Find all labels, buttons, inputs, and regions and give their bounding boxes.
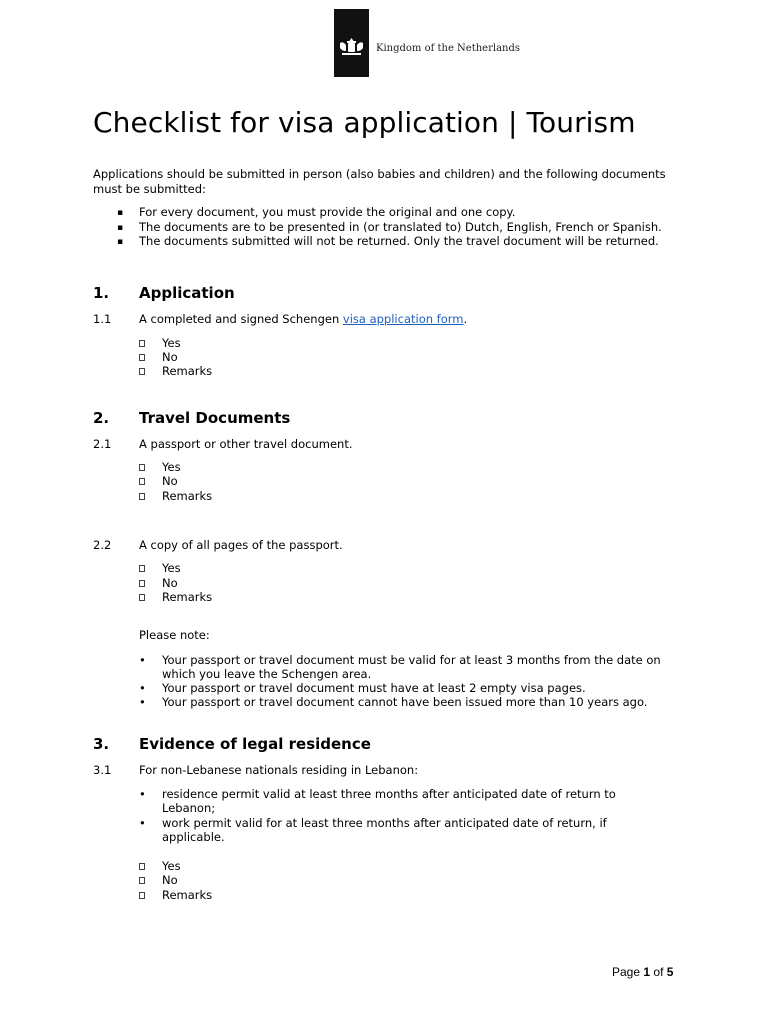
item-number: 2.2 — [93, 538, 112, 552]
section-title-application: Application — [139, 284, 235, 302]
item-text-start: A completed and signed Schengen — [139, 312, 343, 326]
item-text-end: . — [463, 312, 468, 326]
bullet-icon: • — [139, 787, 146, 801]
checkbox-no[interactable] — [139, 478, 145, 485]
checkbox-remarks[interactable] — [139, 892, 145, 899]
logo-text: Kingdom of the Netherlands — [376, 43, 521, 54]
option-yes: Yes — [162, 460, 181, 474]
checkbox-yes[interactable] — [139, 340, 145, 347]
section-number: 2. — [93, 409, 110, 427]
page-label: Page — [612, 965, 641, 979]
item-number: 3.1 — [93, 763, 112, 777]
section-title-legal-residence: Evidence of legal residence — [139, 735, 371, 753]
checkbox-no[interactable] — [139, 580, 145, 587]
residence-bullet-continued: Lebanon; — [162, 801, 216, 815]
section-number: 3. — [93, 735, 110, 753]
option-yes: Yes — [162, 561, 181, 575]
option-yes: Yes — [162, 336, 181, 350]
item-text — [139, 312, 467, 327]
section-title-travel-documents: Travel Documents — [139, 409, 291, 427]
item-text: A passport or other travel document. — [139, 437, 353, 451]
note-item: Your passport or travel document must be valid for at least 3 months from the date on — [162, 653, 661, 667]
option-no: No — [162, 576, 178, 590]
checkbox-yes[interactable] — [139, 863, 145, 870]
option-remarks: Remarks — [162, 888, 213, 902]
note-item-continued: which you leave the Schengen area. — [162, 667, 372, 681]
option-yes: Yes — [162, 859, 181, 873]
coat-of-arms-icon — [338, 37, 365, 57]
option-no: No — [162, 474, 178, 488]
section-number: 1. — [93, 284, 110, 302]
note-item: Your passport or travel document must have at least 2 empty visa pages. — [162, 681, 586, 695]
page-title: Checklist for visa application | Tourism — [93, 106, 636, 139]
bullet-icon: • — [139, 816, 146, 830]
page-total: 5 — [666, 965, 674, 979]
intro-bullet: The documents are to be presented in (or translated to) Dutch, English, French or Spanish. — [139, 220, 662, 234]
option-remarks: Remarks — [162, 590, 213, 604]
bullet-icon: • — [139, 695, 146, 709]
logo-bar — [334, 9, 369, 77]
page-footer — [612, 965, 673, 979]
intro-bullet: For every document, you must provide the original and one copy. — [139, 205, 516, 219]
option-no: No — [162, 350, 178, 364]
square-bullet-icon: ▪ — [117, 237, 124, 247]
intro-bullet: The documents submitted will not be returned. Only the travel document will be returned. — [139, 234, 659, 248]
checkbox-remarks[interactable] — [139, 493, 145, 500]
visa-application-form-link[interactable]: visa application form — [342, 312, 464, 326]
checkbox-no[interactable] — [139, 877, 145, 884]
residence-bullet: residence permit valid at least three months after anticipated date of return to — [162, 787, 616, 801]
bullet-icon: • — [139, 653, 146, 667]
checkbox-remarks[interactable] — [139, 368, 145, 375]
square-bullet-icon: ▪ — [117, 208, 124, 218]
page-number: 1 — [643, 965, 651, 979]
item-text: For non-Lebanese nationals residing in Lebanon: — [139, 763, 419, 777]
residence-bullet-continued: applicable. — [162, 830, 225, 844]
intro-text: Applications should be submitted in person (also babies and children) and the following documents must be submitted: — [93, 167, 666, 196]
option-remarks: Remarks — [162, 489, 213, 503]
of-label: of — [653, 965, 664, 979]
note-label: Please note: — [139, 628, 210, 642]
bullet-icon: • — [139, 681, 146, 695]
note-item: Your passport or travel document cannot have been issued more than 10 years ago. — [162, 695, 648, 709]
residence-bullet: work permit valid for at least three months after anticipated date of return, if — [162, 816, 607, 830]
checkbox-yes[interactable] — [139, 565, 145, 572]
item-number: 1.1 — [93, 312, 112, 326]
option-remarks: Remarks — [162, 364, 213, 378]
item-number: 2.1 — [93, 437, 112, 451]
checkbox-no[interactable] — [139, 354, 145, 361]
checkbox-yes[interactable] — [139, 464, 145, 471]
item-text: A copy of all pages of the passport. — [139, 538, 343, 552]
square-bullet-icon: ▪ — [117, 223, 124, 233]
checkbox-remarks[interactable] — [139, 594, 145, 601]
option-no: No — [162, 873, 178, 887]
